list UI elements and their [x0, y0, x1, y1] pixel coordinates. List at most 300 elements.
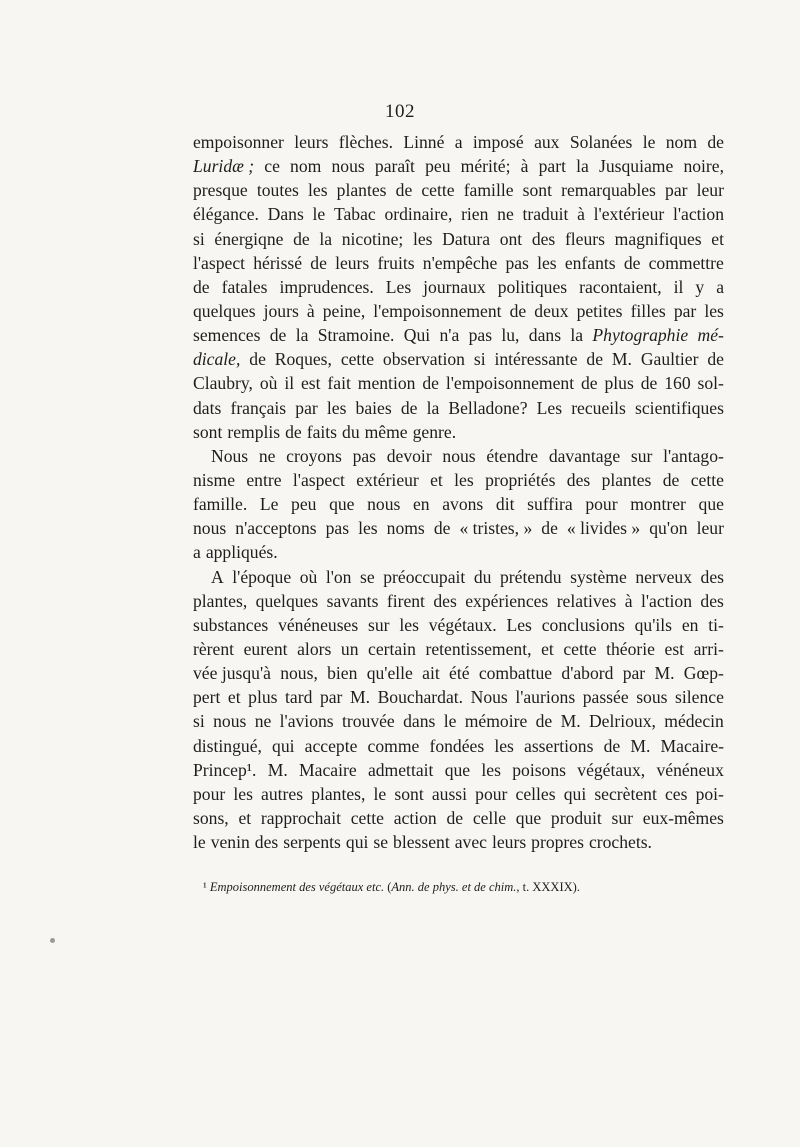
word: sol-: [697, 373, 724, 394]
word: plantes,: [193, 590, 248, 611]
word: leurs: [335, 252, 370, 273]
word: par: [319, 687, 343, 708]
word: substances: [193, 614, 269, 635]
word: recueils: [571, 397, 626, 418]
word: fleurs: [564, 228, 605, 249]
word: paraît: [374, 156, 415, 177]
word: crochets.: [588, 832, 652, 853]
word: semences: [193, 325, 261, 346]
word: nom: [290, 156, 322, 177]
word: à: [306, 300, 315, 321]
word: de: [623, 252, 641, 273]
word: mérité;: [460, 156, 511, 177]
word: fatales: [221, 276, 268, 297]
word: et: [711, 228, 724, 249]
word: l'empoisonnement: [373, 300, 502, 321]
text-line: [193, 371, 724, 395]
word: des: [700, 590, 724, 611]
word: que: [515, 807, 542, 828]
text-line: [193, 685, 724, 709]
text-line: [193, 299, 724, 323]
word: noms: [386, 518, 425, 539]
word: hérissé: [253, 252, 303, 273]
word: avec: [454, 832, 487, 853]
word: sur: [630, 445, 653, 466]
word: Tabac: [333, 204, 376, 225]
word: et: [238, 807, 252, 828]
word: les: [704, 300, 724, 321]
word: firent: [386, 590, 425, 611]
word: et: [541, 638, 554, 659]
word: bien: [327, 663, 358, 684]
word: presque: [193, 180, 248, 201]
word: la: [570, 325, 584, 346]
word: le: [373, 783, 387, 804]
word: qu'ils: [634, 614, 673, 635]
word: nous: [213, 711, 247, 732]
word: admettait: [367, 759, 434, 780]
text-line: [193, 540, 724, 564]
word: M.: [654, 663, 675, 684]
word: cette: [563, 638, 597, 659]
word: ait: [422, 663, 440, 684]
word: vénéneuses: [278, 614, 359, 635]
word: de: [285, 421, 302, 442]
word: trouvée: [341, 711, 395, 732]
word: les: [308, 180, 328, 201]
word: nom: [665, 132, 698, 152]
text-line: [193, 444, 724, 468]
word: les: [399, 614, 419, 635]
word: l'aspect: [193, 252, 246, 273]
word: savants: [326, 590, 379, 611]
word: de: [535, 711, 553, 732]
word: est: [300, 373, 321, 394]
word: accepte: [304, 735, 358, 756]
word: sons,: [193, 807, 229, 828]
word: comme: [367, 735, 420, 756]
word: l'aurions: [515, 687, 576, 708]
word: secrètent: [594, 783, 657, 804]
word: peu: [425, 156, 451, 177]
word: nous,: [280, 663, 318, 684]
word: dit: [495, 494, 515, 515]
word: davantage: [548, 445, 621, 466]
footnote-journal: Ann. de phys. et de chim.: [391, 880, 517, 894]
word: vénéneux: [656, 759, 724, 780]
word: l'action: [672, 204, 724, 225]
word: dans: [528, 325, 562, 346]
word: propriétés: [485, 469, 556, 490]
text-line: [193, 661, 724, 685]
word: à: [624, 590, 633, 611]
word: propres: [531, 832, 584, 853]
word: préoccupait: [383, 566, 466, 587]
word: Les: [536, 397, 563, 418]
footnote-close: , t. XXXIX).: [516, 880, 580, 894]
word: sont: [394, 783, 424, 804]
word: mé-: [697, 325, 724, 346]
word: l'aspect: [292, 469, 345, 490]
word: mémoire: [464, 711, 528, 732]
word: énergiqne: [214, 228, 284, 249]
word: les: [233, 783, 253, 804]
word: système: [570, 566, 627, 587]
word: pour: [585, 494, 618, 515]
word: Les: [385, 276, 412, 297]
word: nerveux: [635, 566, 692, 587]
footnote-marker: ¹: [203, 880, 207, 894]
word: Solanées: [569, 132, 633, 152]
word: noire,: [683, 156, 724, 177]
word: pour: [475, 783, 508, 804]
word: élégance.: [193, 204, 259, 225]
word: les: [358, 518, 378, 539]
text-line: [193, 565, 724, 589]
word: mention: [357, 373, 416, 394]
word: végétaux,: [577, 759, 646, 780]
word: par: [295, 397, 318, 418]
word: quelques: [255, 590, 319, 611]
word: été: [449, 663, 470, 684]
word: montrer: [630, 494, 686, 515]
word: nous: [193, 518, 227, 539]
word: deux: [534, 300, 569, 321]
word: vée jusqu'à: [193, 663, 271, 684]
word: Roques,: [274, 349, 332, 370]
word: prétendu: [499, 566, 562, 587]
word: dats: [193, 397, 222, 418]
word: ces: [664, 783, 688, 804]
word: scientifiques: [635, 397, 724, 418]
word: nous: [442, 445, 476, 466]
word: plantes,: [311, 783, 366, 804]
word: médecin: [664, 711, 724, 732]
word: pas: [325, 518, 350, 539]
word: Gœp-: [683, 663, 724, 684]
word: dicale,: [193, 349, 241, 370]
word: l'action: [640, 590, 692, 611]
text-line: [193, 613, 724, 637]
word: arri-: [693, 638, 724, 659]
word: expériences: [465, 590, 549, 611]
word: leurs: [294, 132, 329, 152]
word: « livides »: [566, 518, 641, 539]
word: avons: [442, 494, 484, 515]
word: français: [230, 397, 287, 418]
word: de: [446, 807, 464, 828]
word: Gaultier: [640, 349, 699, 370]
word: qu'elle: [366, 663, 413, 684]
word: aux: [534, 132, 560, 152]
word: l'on: [325, 566, 352, 587]
word: blessent: [393, 832, 450, 853]
word: serpents: [283, 832, 341, 853]
word: part: [538, 156, 566, 177]
word: Les: [506, 614, 532, 635]
word: « tristes, »: [459, 518, 533, 539]
text-line: [193, 227, 724, 251]
word: n'empêche: [422, 252, 498, 273]
word: venin: [210, 832, 250, 853]
word: eux-mêmes: [642, 807, 724, 828]
word: magnifiques: [614, 228, 702, 249]
word: famille: [463, 180, 514, 201]
word: distingué,: [193, 735, 262, 756]
word: cette: [690, 469, 724, 490]
word: imprudences.: [279, 276, 374, 297]
word: de: [662, 469, 680, 490]
word: se: [360, 566, 375, 587]
page-number: 102: [385, 101, 415, 122]
word: imposé: [472, 132, 524, 152]
word: est: [664, 638, 685, 659]
text-line: [193, 830, 724, 854]
word: leur: [696, 180, 724, 201]
word: fait: [327, 373, 351, 394]
word: des: [254, 832, 279, 853]
word: eurent: [243, 638, 288, 659]
word: assertions: [524, 735, 594, 756]
text-line: [193, 178, 724, 202]
word: d'abord: [561, 663, 614, 684]
word: étendre: [486, 445, 539, 466]
word: aussi: [431, 783, 468, 804]
word: relatives: [556, 590, 617, 611]
word: les: [454, 469, 474, 490]
word: le: [443, 711, 457, 732]
word: de: [707, 132, 724, 152]
word: leur: [696, 518, 724, 539]
word: Macaire: [299, 759, 357, 780]
word: toutes: [256, 180, 299, 201]
word: rapprochait: [260, 807, 341, 828]
text-line: [193, 154, 724, 178]
word: la: [576, 156, 589, 177]
word: que: [329, 494, 355, 515]
text-line: [193, 420, 724, 444]
word: genre.: [412, 421, 457, 442]
word: le: [312, 204, 326, 225]
word: pas: [468, 325, 493, 346]
text-line: [193, 516, 724, 540]
word: plantes: [336, 180, 387, 201]
word: des: [700, 566, 724, 587]
word: observation: [382, 349, 465, 370]
word: croyons: [286, 445, 342, 466]
word: poi-: [695, 783, 724, 804]
word: qui: [563, 783, 587, 804]
footnote-title: Empoisonnement des végétaux etc.: [209, 880, 385, 894]
word: dans: [403, 711, 436, 732]
word: des: [531, 228, 556, 249]
word: conclusions: [541, 614, 625, 635]
word: de: [541, 518, 558, 539]
word: 160: [664, 373, 691, 394]
word: si: [473, 349, 486, 370]
word: fruits: [377, 252, 415, 273]
word: traduit: [522, 204, 569, 225]
word: pas: [505, 252, 529, 273]
footnote: [203, 880, 724, 895]
text-line: [193, 782, 724, 806]
word: a: [193, 542, 201, 563]
word: les: [537, 252, 557, 273]
word: quelques: [193, 300, 256, 321]
word: remarquables: [561, 180, 656, 201]
word: autres: [261, 783, 304, 804]
word: devoir: [386, 445, 432, 466]
word: la: [426, 397, 440, 418]
word: le: [642, 132, 656, 152]
word: faits: [306, 421, 338, 442]
word: action: [393, 807, 437, 828]
word: du: [473, 566, 492, 587]
word: de: [400, 397, 418, 418]
word: journaux: [423, 276, 486, 297]
word: certain: [368, 638, 416, 659]
text-line: [193, 202, 724, 226]
word: par: [622, 663, 646, 684]
word: Princep¹.: [193, 759, 257, 780]
text-line: [193, 275, 724, 299]
word: où: [259, 373, 278, 394]
word: de: [586, 349, 604, 370]
word: sous: [636, 687, 668, 708]
word: végétaux.: [428, 614, 497, 635]
word: l'extérieur: [593, 204, 665, 225]
word: M.: [349, 687, 371, 708]
word: celles: [515, 783, 556, 804]
word: il: [673, 276, 684, 297]
word: en: [412, 494, 430, 515]
word: de: [707, 349, 724, 370]
text-line: [193, 637, 724, 661]
word: racontaient,: [579, 276, 662, 297]
word: cette: [421, 180, 455, 201]
word: sont: [193, 421, 223, 442]
word: nisme: [193, 469, 236, 490]
word: à: [577, 204, 585, 225]
text-line: [193, 130, 724, 154]
word: M.: [630, 735, 651, 756]
word: le: [193, 832, 206, 853]
word: poisons: [512, 759, 566, 780]
word: de: [395, 180, 413, 201]
word: sont: [522, 180, 552, 201]
word: petites: [576, 300, 623, 321]
word: de: [603, 735, 621, 756]
word: tard: [285, 687, 313, 708]
word: l'antago-: [663, 445, 724, 466]
word: n'a: [439, 325, 460, 346]
word: l'empoisonnement: [445, 373, 575, 394]
word: nous: [331, 156, 365, 177]
word: Nous: [211, 445, 249, 466]
word: famille.: [193, 494, 248, 515]
word: de: [640, 373, 658, 394]
word: l'époque: [232, 566, 292, 587]
text-line: [193, 492, 724, 516]
word: Linné: [403, 132, 445, 152]
word: combattue: [478, 663, 553, 684]
word: l'avions: [279, 711, 334, 732]
word: intéressante: [494, 349, 578, 370]
word: qu'on: [649, 518, 688, 539]
text-line: [193, 396, 724, 420]
word: à: [520, 156, 529, 177]
word: par: [673, 300, 697, 321]
word: et: [227, 687, 241, 708]
word: Datura: [442, 228, 491, 249]
word: passée: [582, 687, 629, 708]
word: la: [295, 325, 309, 346]
word: Nous: [470, 687, 508, 708]
word: alors: [297, 638, 332, 659]
word: nicotine;: [341, 228, 404, 249]
word: M.: [267, 759, 288, 780]
word: y: [695, 276, 705, 297]
word: Phytographie: [592, 325, 689, 346]
word: se: [373, 832, 389, 853]
word: cette: [350, 807, 384, 828]
word: A: [211, 566, 224, 587]
word: les: [326, 397, 347, 418]
word: fondées: [429, 735, 485, 756]
word: et: [430, 469, 443, 490]
word: ne: [258, 445, 276, 466]
word: sur: [611, 807, 634, 828]
word: des: [566, 469, 591, 490]
word: si: [193, 228, 205, 249]
word: de: [580, 373, 598, 394]
word: extérieur: [356, 469, 419, 490]
word: plantes: [601, 469, 652, 490]
word: pour: [193, 783, 226, 804]
word: les: [481, 759, 501, 780]
word: de: [509, 300, 527, 321]
word: où: [299, 566, 318, 587]
word: empoisonner: [193, 132, 284, 152]
text-line: [193, 468, 724, 492]
word: ne: [497, 204, 514, 225]
word: peine,: [322, 300, 366, 321]
word: de: [269, 325, 287, 346]
word: les: [494, 735, 514, 756]
word: même: [364, 421, 408, 442]
text-line: [193, 323, 724, 347]
word: de: [433, 518, 451, 539]
word: Dans: [267, 204, 304, 225]
word: produit: [550, 807, 602, 828]
word: baies: [355, 397, 392, 418]
word: jours: [263, 300, 299, 321]
word: silence: [675, 687, 724, 708]
word: leurs: [491, 832, 527, 853]
word: de: [422, 373, 439, 394]
text-line: [193, 589, 724, 613]
word: M.: [611, 349, 632, 370]
word: Le: [259, 494, 279, 515]
word: a: [454, 132, 463, 152]
word: rèrent: [193, 638, 235, 659]
word: flèches.: [338, 132, 393, 152]
word: peu: [291, 494, 317, 515]
text-line: [193, 347, 724, 371]
word: Luridæ ;: [193, 156, 255, 177]
word: qui: [272, 735, 295, 756]
word: de: [310, 252, 327, 273]
